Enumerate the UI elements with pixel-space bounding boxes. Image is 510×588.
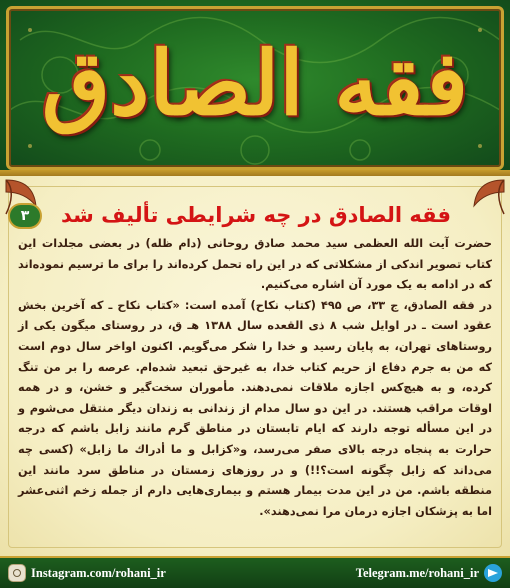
article-title: فقه الصادق در چه شرایطی تألیف شد xyxy=(61,203,451,227)
telegram-label: Telegram.me/rohani_ir xyxy=(355,566,479,580)
instagram-label: Instagram.com/rohani_ir xyxy=(31,566,166,580)
footer-bar xyxy=(0,556,510,588)
logo-calligraphy: فقه الصادق xyxy=(41,31,469,135)
telegram-icon xyxy=(484,564,502,582)
article-paragraph: در فقه الصادق، ج ۳۳، ص ۴۹۵ (کتاب نکاح) آمده است: «کتاب نکاح ـ که آخرین بخش عقود است ـ در اوایل شب ۸ ذی القعده سال ۱۳۸۸ هـ ق، در روستای میگون یکی از روستاهای تهران، به پایان رسید و خدا را شکر می‌گویم. اکنون اواخر سال دوم است که من به جرم دفاع از حریم کتاب خدا، به غیرحق تبعید شده‌ام. عرصه را بر من تنگ کرده، و به هیچ‌کس اجازه ملاقات نمی‌دهند. مأموران سخت‌گیر و خشن، و در همه اوقات مراقب هستند. در این دو سال مدام از زندانی به زندان دیگر منتقل می‌شوم و در این مسأله توجه دارند که ایام تابستان در مناطق گرم مانند زابل باشم که درجه حرارت به پنجاه درجه بالای صفر می‌رسد، و«کزابل و ما أدراك ما زابل» (کسی چه می‌داند که زابل چگونه است؟!!) و در روزهای زمستان در مناطق سرد مانند این منطقه باشم. من در این مدت بیمار هستم و بیماری‌هایی دارم از جمله زخم اثنی‌عشر اما به پزشکان اجازه درمان مرا نمی‌دهند». xyxy=(18,298,493,518)
instagram-icon xyxy=(8,564,26,582)
article-paragraph: حضرت آیت الله العظمی سید محمد صادق روحانی (دام ظله) در بعضی مجلدات این کتاب تصویر اندکی از مشکلاتی که در این راه تحمل کرده‌اند را برای ما ترسیم نموده‌اند که در ادامه به یک مورد آن اشاره می‌کنیم. xyxy=(18,237,492,292)
article-body xyxy=(18,234,492,550)
instagram-link[interactable] xyxy=(8,558,166,588)
telegram-link[interactable] xyxy=(356,558,502,588)
part-number-badge: ۳ xyxy=(8,203,42,229)
header-banner xyxy=(0,0,510,176)
